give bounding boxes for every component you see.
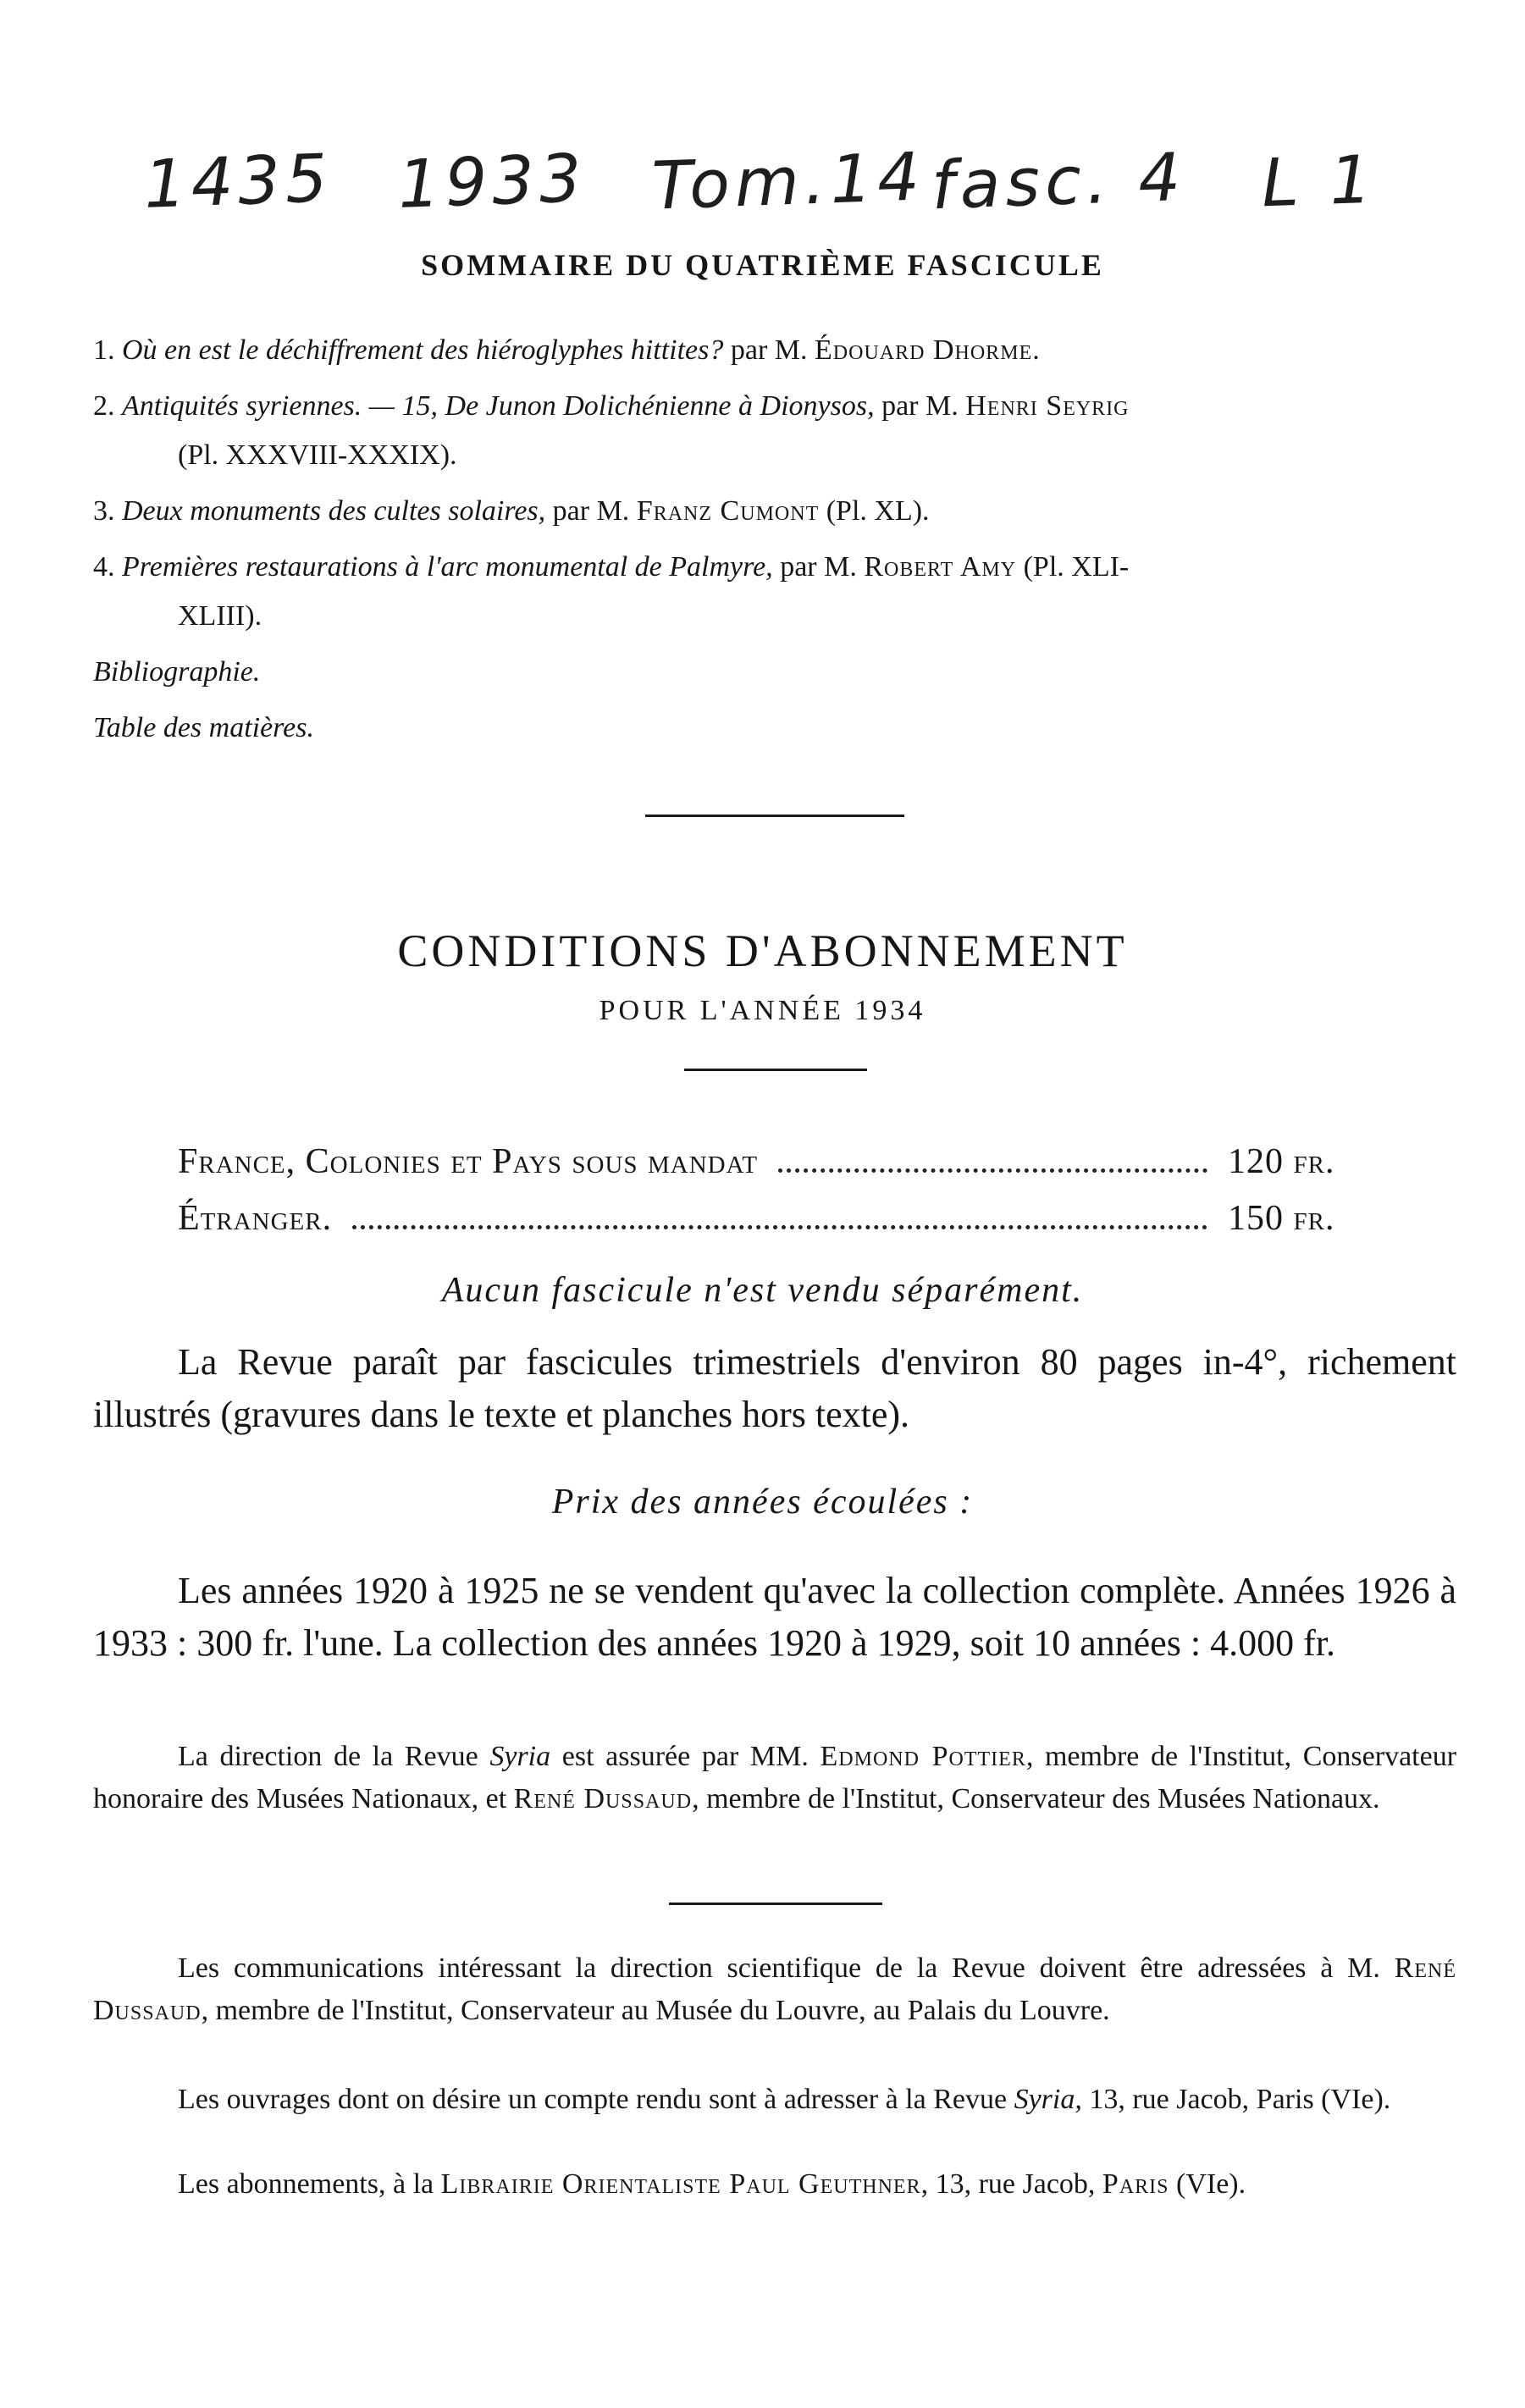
toc-par: par M. (881, 390, 959, 422)
handwritten-number: 1435 (142, 141, 334, 224)
abonnements-paragraph: Les abonnements, à la Librairie Orientaliste Paul Geuthner, 13, rue Jacob, Paris (VIe). (178, 2168, 1246, 2200)
table-of-contents (93, 326, 1456, 759)
sommaire-title: SOMMAIRE DU QUATRIÈME FASCICULE (421, 248, 1104, 282)
publisher-city: Paris (1102, 2168, 1169, 2200)
leader-dots (352, 1225, 1207, 1229)
toc-bibliographie: Bibliographie. (93, 656, 261, 688)
price-row-france (178, 1141, 1372, 1182)
price-amount: 120 fr. (1228, 1142, 1335, 1181)
section-divider (645, 815, 904, 817)
toc-author: Robert Amy (864, 551, 1017, 583)
toc-number: 4. (93, 551, 115, 583)
toc-tail: (Pl. XL). (826, 495, 930, 527)
toc-article-title: Premières restaurations à l'arc monumental de Palmyre, (122, 551, 773, 583)
toc-number: 1. (93, 334, 115, 366)
toc-par: par M. (780, 551, 857, 583)
toc-number: 3. (93, 495, 115, 527)
toc-item (93, 543, 1456, 641)
journal-name: Syria, (1014, 2084, 1082, 2115)
toc-article-title: Où en est le déchiffrement des hiéroglyphes hittites? (122, 334, 724, 366)
toc-article-title: Antiquités syriennes. — 15, De Junon Dolichénienne à Dionysos, (122, 390, 875, 422)
toc-article-title: Deux monuments des cultes solaires, (122, 495, 546, 527)
direction-paragraph: La direction de la Revue Syria est assurée par MM. Edmond Pottier, membre de l'Institut, Conservateur honoraire des Musées Nationaux, et René Dussaud, membre de l'Institut, Conservateur des Musées Nationaux. (93, 1741, 1457, 1814)
toc-number: 2. (93, 390, 115, 422)
conditions-subtitle: POUR L'ANNÉE 1934 (599, 995, 926, 1026)
leader-dots (778, 1168, 1207, 1173)
handwritten-fascicule: fasc. 4 (930, 139, 1187, 225)
price-row-etranger (178, 1198, 1372, 1239)
toc-continuation: XLIII). (178, 600, 262, 632)
toc-par: par M. (730, 334, 808, 366)
toc-par: par M. (552, 495, 630, 527)
toc-author: Édouard Dhorme (815, 334, 1033, 366)
toc-item (93, 487, 1456, 536)
price-label: France, Colonies et Pays sous mandat (178, 1142, 759, 1181)
toc-continuation: (Pl. XXXVIII-XXXIX). (178, 439, 457, 471)
communications-paragraph: Les communications intéressant la direction scientifique de la Revue doivent être adressées à M. René Dussaud, membre de l'Institut, Conservateur au Musée du Louvre, au Palais du Louvre. (93, 1952, 1457, 2026)
director-name: Edmond Pottier (820, 1741, 1026, 1772)
toc-author: Franz Cumont (636, 495, 820, 527)
conditions-title: CONDITIONS D'ABONNEMENT (397, 925, 1128, 976)
ouvrages-paragraph: Les ouvrages dont on désire un compte rendu sont à adresser à la Revue Syria, 13, rue Jacob, Paris (VIe). (178, 2084, 1391, 2115)
contact-name: René Dussaud (93, 1952, 1457, 2026)
prix-heading: Prix des années écoulées : (551, 1483, 974, 1522)
handwritten-shelf-mark: L 1 (1260, 141, 1379, 223)
subtitle-divider (684, 1069, 867, 1071)
toc-table-des-matieres: Table des matières. (93, 712, 314, 743)
director-name: René Dussaud (513, 1783, 693, 1814)
prix-paragraph: Les années 1920 à 1925 ne se vendent qu'avec la collection complète. Années 1926 à 1933 : 300 fr. l'une. La collection des années 1920 à 1929, soit 10 années : 4.000 fr. (93, 1570, 1456, 1664)
price-amount: 150 fr. (1228, 1199, 1335, 1238)
handwritten-tome: Tom.14 (650, 139, 926, 225)
revue-description: La Revue paraît par fascicules trimestriels d'environ 80 pages in-4°, richement illustrés (gravures dans le texte et planches hors texte). (93, 1341, 1456, 1435)
journal-name: Syria (489, 1741, 551, 1772)
publisher-name: Librairie Orientaliste Paul Geuthner (440, 2168, 921, 2200)
price-label: Étranger. (178, 1199, 333, 1238)
toc-tail: (Pl. XLI- (1023, 551, 1130, 583)
single-issue-note: Aucun fascicule n'est vendu séparément. (441, 1271, 1084, 1310)
toc-author: Henri Seyrig (965, 390, 1130, 422)
toc-tail: . (1032, 334, 1040, 366)
section-divider (669, 1903, 882, 1905)
toc-item (93, 326, 1456, 375)
toc-item (93, 382, 1456, 480)
handwritten-year: 1933 (396, 141, 588, 224)
